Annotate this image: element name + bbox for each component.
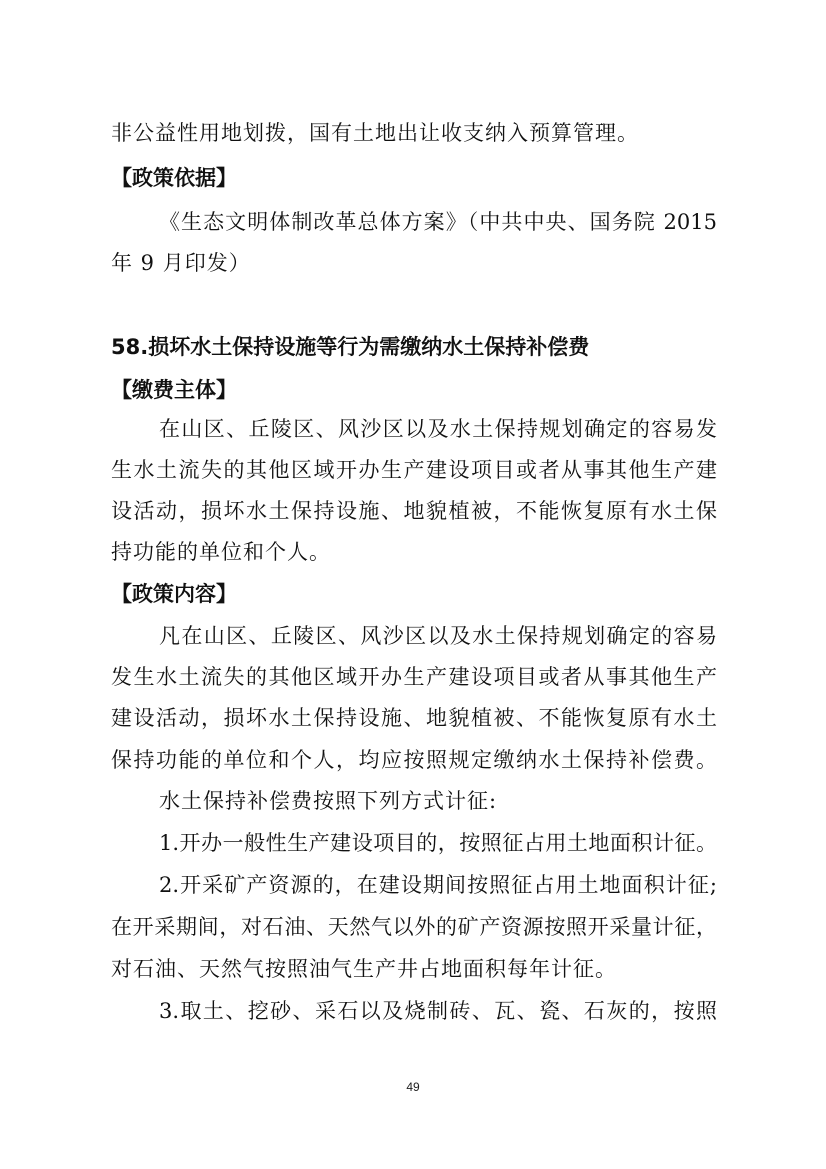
paragraph-line: 发生水土流失的其他区域开办生产建设项目或者从事其他生产 — [111, 665, 717, 689]
paragraph-line: 水土保持补偿费按照下列方式计征: — [159, 789, 498, 813]
paragraph-line: 生水土流失的其他区域开办生产建设项目或者从事其他生产建 — [111, 458, 717, 482]
section-heading-payer: 【缴费主体】 — [111, 378, 237, 402]
paragraph-line: 持功能的单位和个人。 — [111, 540, 331, 564]
paragraph-line: 非公益性用地划拨，国有土地出让收支纳入预算管理。 — [111, 121, 639, 145]
paragraph-line: 对石油、天然气按照油气生产井占地面积每年计征。 — [111, 957, 617, 981]
paragraph-line: 年 9 月印发） — [111, 251, 251, 275]
section-heading-policy-basis: 【政策依据】 — [111, 166, 237, 190]
list-item-1: 1.开办一般性生产建设项目的，按照征占用土地面积计征。 — [159, 831, 717, 855]
paragraph-line: 凡在山区、丘陵区、风沙区以及水土保持规划确定的容易 — [159, 624, 717, 648]
list-item-3: 3.取土、挖砂、采石以及烧制砖、瓦、瓷、石灰的，按照 — [159, 999, 717, 1023]
paragraph-line: 设活动，损坏水土保持设施、地貌植被，不能恢复原有水土保 — [111, 499, 717, 523]
paragraph-line: 《生态文明体制改革总体方案》（中共中央、国务院 2015 — [159, 210, 717, 234]
paragraph-line: 保持功能的单位和个人，均应按照规定缴纳水土保持补偿费。 — [111, 748, 717, 772]
item-58-title: 58.损坏水土保持设施等行为需缴纳水土保持补偿费 — [111, 335, 590, 359]
list-item-2: 2.开采矿产资源的，在建设期间按照征占用土地面积计征; — [159, 873, 717, 897]
page-number: 49 — [406, 1080, 420, 1094]
paragraph-line: 在开采期间，对石油、天然气以外的矿产资源按照开采量计征， — [111, 915, 717, 939]
section-heading-policy-content: 【政策内容】 — [111, 582, 237, 606]
paragraph-line: 建设活动，损坏水土保持设施、地貌植被、不能恢复原有水土 — [111, 706, 717, 730]
paragraph-line: 在山区、丘陵区、风沙区以及水土保持规划确定的容易发 — [159, 417, 717, 441]
